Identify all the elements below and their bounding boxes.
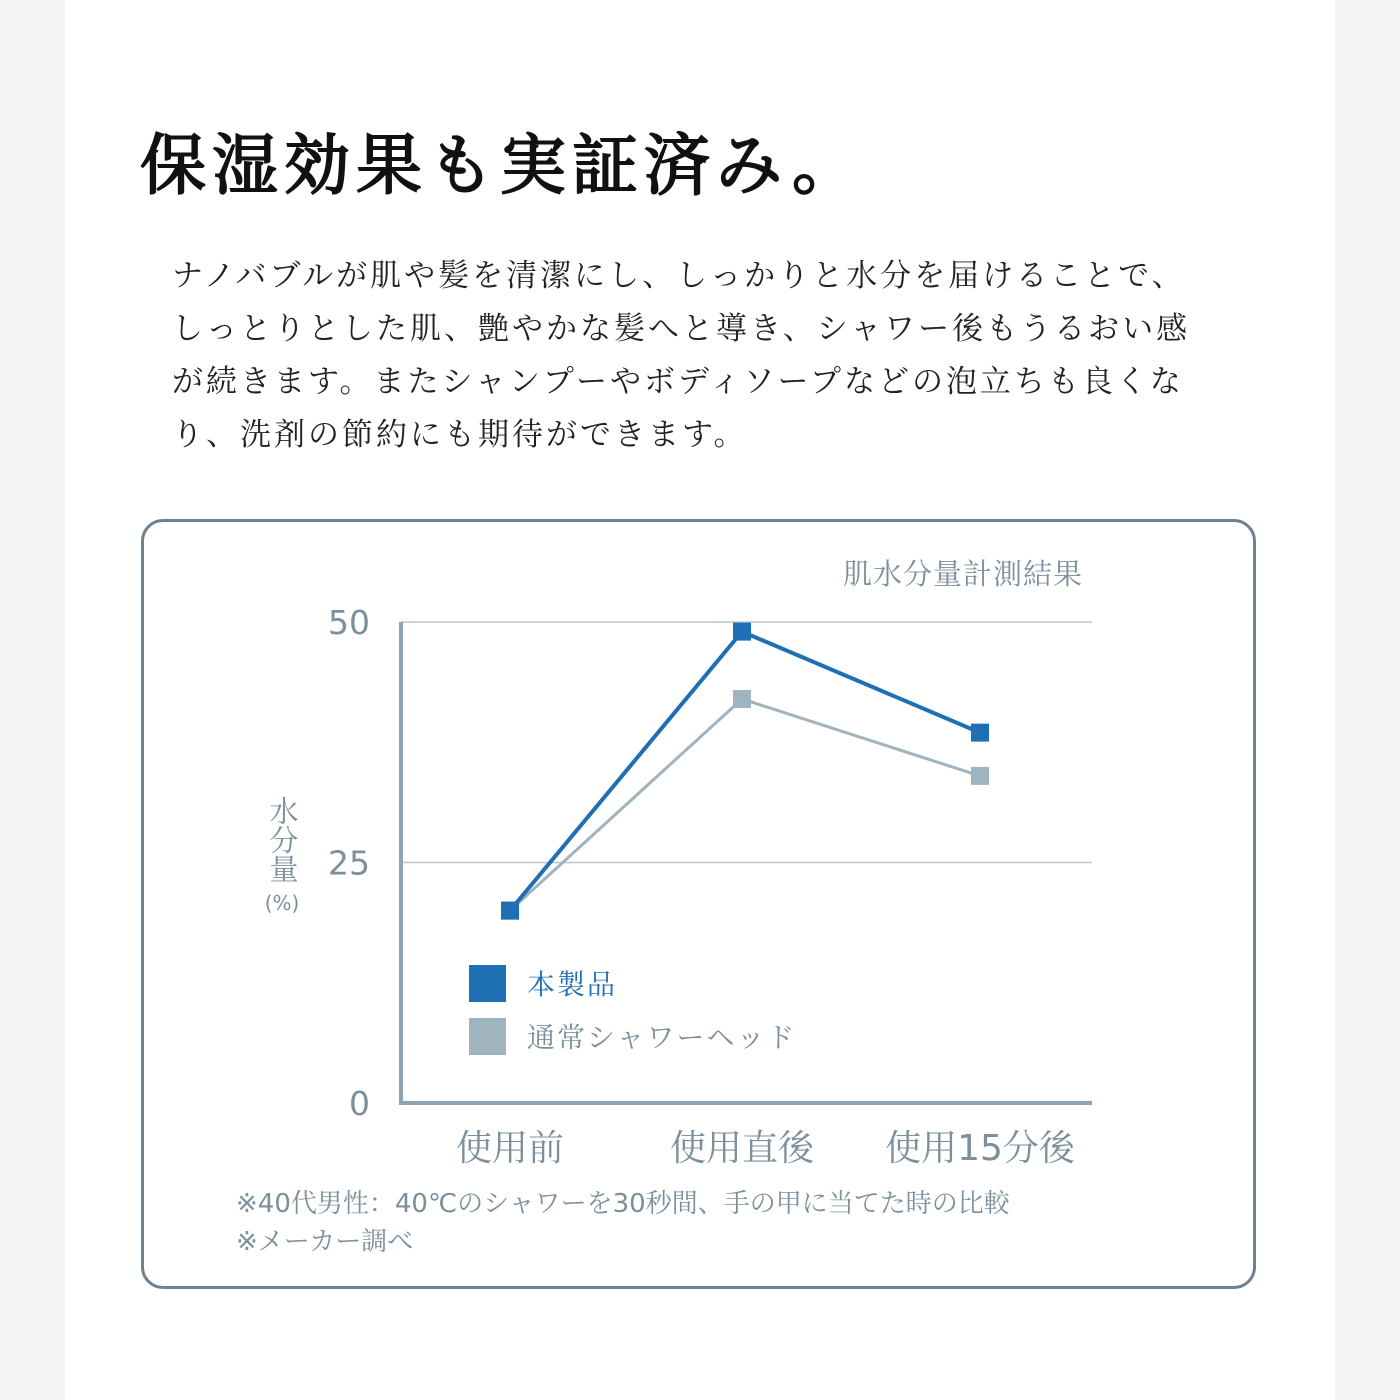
series-line-0 [510, 632, 980, 911]
legend-swatch-product [469, 965, 506, 1002]
y-axis-label [262, 796, 302, 915]
page-title: 保湿効果も実証済み。 [140, 127, 864, 204]
legend [469, 965, 796, 1071]
legend-item-product [469, 965, 796, 1001]
legend-label-product: 本製品 [527, 968, 618, 1001]
y-tick-label: 50 [328, 603, 370, 642]
y-tick-label: 25 [328, 843, 370, 883]
legend-swatch-normal [469, 1018, 506, 1055]
description-line: しっとりとした肌、艶やかな髪へと導き、シャワー後もうるおい感 [172, 311, 1191, 347]
x-tick-label: 使用前 [455, 1128, 565, 1169]
x-tick-label: 使用直後 [669, 1128, 815, 1169]
note-line: ※40代男性：40℃のシャワーを30秒間、手の甲に当てた時の比較 [236, 1189, 1010, 1219]
x-tick-label: 使用15分後 [885, 1128, 1075, 1169]
chart-title: 肌水分量計測結果 [843, 557, 1084, 591]
data-point-1 [733, 690, 751, 708]
description-line: ナノバブルが肌や髪を清潔にし、しっかりと水分を届けることで、 [172, 258, 1186, 294]
data-point-1 [971, 767, 989, 785]
data-point-0 [501, 902, 519, 920]
legend-label-normal: 通常シャワーヘッド [527, 1021, 797, 1054]
y-axis-title: 水分量 [265, 796, 300, 883]
description-line: り、洗剤の節約にも期待ができます。 [172, 417, 748, 453]
data-point-0 [971, 724, 989, 742]
chart-notes [236, 1185, 1010, 1261]
y-axis-unit: (%) [264, 891, 300, 915]
data-point-0 [733, 623, 751, 641]
legend-item-normal [469, 1018, 796, 1054]
note-line: ※メーカー調べ [236, 1227, 414, 1257]
y-tick-label: 0 [349, 1084, 370, 1123]
series-line-1 [510, 699, 980, 911]
description-line: が続きます。またシャンプーやボディソープなどの泡立ちも良くな [172, 364, 1184, 400]
